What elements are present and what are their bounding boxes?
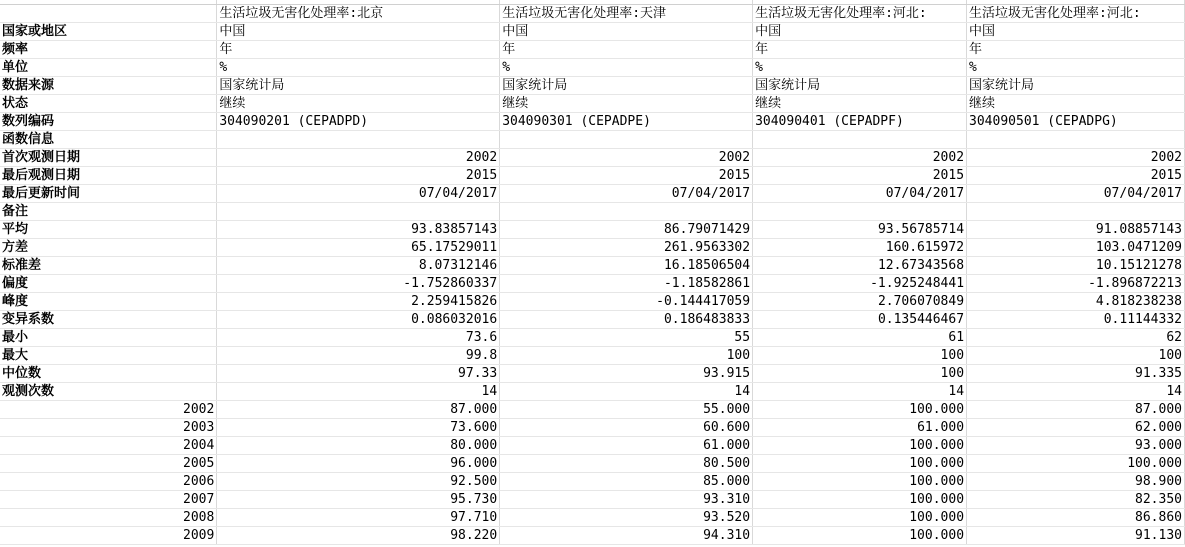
data-cell[interactable]: 2015 xyxy=(967,167,1185,185)
data-cell[interactable]: -1.752860337 xyxy=(217,275,500,293)
data-cell[interactable]: 304090401 (CEPADPF) xyxy=(753,113,967,131)
num_rows-row xyxy=(0,257,1185,275)
meta_rows-row xyxy=(0,113,1185,131)
data-cell[interactable]: 0.135446467 xyxy=(753,311,967,329)
data-cell[interactable]: 87.000 xyxy=(217,401,500,419)
data-cell[interactable]: 93.915 xyxy=(500,365,753,383)
data-cell[interactable]: 07/04/2017 xyxy=(500,185,753,203)
row-label-cell[interactable]: 变异系数 xyxy=(0,311,217,329)
data-cell[interactable]: 62.000 xyxy=(967,419,1185,437)
data-cell[interactable] xyxy=(500,131,753,149)
data-cell[interactable]: 12.67343568 xyxy=(753,257,967,275)
data-cell[interactable]: 2002 xyxy=(967,149,1185,167)
data-cell[interactable]: 96.000 xyxy=(217,455,500,473)
num_rows-row xyxy=(0,275,1185,293)
data-cell[interactable]: 14 xyxy=(967,383,1185,401)
data-cell[interactable]: % xyxy=(753,59,967,77)
row-label-cell[interactable]: 2009 xyxy=(0,527,217,545)
data-cell[interactable] xyxy=(217,131,500,149)
data-cell[interactable]: 93.83857143 xyxy=(217,221,500,239)
data-cell[interactable]: 94.310 xyxy=(500,527,753,545)
row-label-cell[interactable]: 数据来源 xyxy=(0,77,217,95)
num_rows-row xyxy=(0,293,1185,311)
row-label-cell[interactable]: 中位数 xyxy=(0,365,217,383)
data-cell[interactable]: 98.900 xyxy=(967,473,1185,491)
data-cell[interactable]: 2.706070849 xyxy=(753,293,967,311)
row-label-cell[interactable]: 国家或地区 xyxy=(0,23,217,41)
data-cell[interactable]: 73.600 xyxy=(217,419,500,437)
data-cell[interactable]: 2015 xyxy=(217,167,500,185)
data-cell[interactable]: 92.500 xyxy=(217,473,500,491)
row-label-cell[interactable]: 状态 xyxy=(0,95,217,113)
series-header-cell[interactable]: 生活垃圾无害化处理率:天津 xyxy=(500,5,753,23)
data-cell[interactable]: % xyxy=(967,59,1185,77)
data-cell[interactable]: 100.000 xyxy=(753,401,967,419)
data-cell[interactable]: 82.350 xyxy=(967,491,1185,509)
data-cell[interactable]: 2015 xyxy=(753,167,967,185)
data-cell[interactable]: 年 xyxy=(753,41,967,59)
row-label-cell[interactable]: 峰度 xyxy=(0,293,217,311)
row-label-cell[interactable]: 频率 xyxy=(0,41,217,59)
data-cell[interactable]: 97.33 xyxy=(217,365,500,383)
meta_rows-row xyxy=(0,131,1185,149)
data-cell[interactable]: 61 xyxy=(753,329,967,347)
data-cell[interactable]: 100 xyxy=(753,347,967,365)
row-label-cell[interactable]: 2003 xyxy=(0,419,217,437)
row-label-cell[interactable]: 最小 xyxy=(0,329,217,347)
data-cell[interactable]: 304090301 (CEPADPE) xyxy=(500,113,753,131)
num_rows-row xyxy=(0,347,1185,365)
data-cell[interactable]: 100 xyxy=(753,365,967,383)
data-cell[interactable]: 85.000 xyxy=(500,473,753,491)
data-cell[interactable]: 87.000 xyxy=(967,401,1185,419)
data-cell[interactable]: 95.730 xyxy=(217,491,500,509)
data-cell[interactable]: 100.000 xyxy=(753,437,967,455)
data-cell[interactable] xyxy=(967,203,1185,221)
data-cell[interactable]: 73.6 xyxy=(217,329,500,347)
data-cell[interactable]: 14 xyxy=(217,383,500,401)
data-cell[interactable] xyxy=(967,131,1185,149)
data-cell[interactable]: 14 xyxy=(753,383,967,401)
data-cell[interactable]: 80.000 xyxy=(217,437,500,455)
data-cell[interactable]: 0.186483833 xyxy=(500,311,753,329)
data-cell[interactable]: 93.520 xyxy=(500,509,753,527)
data-cell[interactable]: 2.259415826 xyxy=(217,293,500,311)
data-cell[interactable]: 61.000 xyxy=(500,437,753,455)
data-cell[interactable]: 91.335 xyxy=(967,365,1185,383)
row-label-cell[interactable]: 数列编码 xyxy=(0,113,217,131)
data-cell[interactable]: 国家统计局 xyxy=(217,77,500,95)
data-cell[interactable]: 62 xyxy=(967,329,1185,347)
corner-cell[interactable] xyxy=(0,5,217,23)
data-cell[interactable]: 继续 xyxy=(500,95,753,113)
header-row xyxy=(0,5,1185,23)
data-cell[interactable]: 10.15121278 xyxy=(967,257,1185,275)
year_rows-row xyxy=(0,473,1185,491)
data-cell[interactable] xyxy=(217,203,500,221)
row-label-cell[interactable]: 观测次数 xyxy=(0,383,217,401)
data-cell[interactable]: 93.000 xyxy=(967,437,1185,455)
data-cell[interactable]: 86.860 xyxy=(967,509,1185,527)
data-cell[interactable]: 304090201 (CEPADPD) xyxy=(217,113,500,131)
num_rows-row xyxy=(0,221,1185,239)
num_rows-row xyxy=(0,185,1185,203)
year_rows-row xyxy=(0,437,1185,455)
data-cell[interactable]: 261.9563302 xyxy=(500,239,753,257)
row-label-cell[interactable]: 2002 xyxy=(0,401,217,419)
data-cell[interactable]: 4.818238238 xyxy=(967,293,1185,311)
data-cell[interactable]: 97.710 xyxy=(217,509,500,527)
data-cell[interactable] xyxy=(500,203,753,221)
num_rows-row xyxy=(0,149,1185,167)
data-cell[interactable]: 86.79071429 xyxy=(500,221,753,239)
data-cell[interactable]: 98.220 xyxy=(217,527,500,545)
year_rows-row xyxy=(0,401,1185,419)
data-cell[interactable]: 年 xyxy=(500,41,753,59)
meta_rows-row xyxy=(0,95,1185,113)
data-cell[interactable]: % xyxy=(217,59,500,77)
row-label-cell[interactable]: 最后更新时间 xyxy=(0,185,217,203)
data-cell[interactable]: 65.17529011 xyxy=(217,239,500,257)
data-cell[interactable]: 91.130 xyxy=(967,527,1185,545)
data-cell[interactable]: 中国 xyxy=(217,23,500,41)
data-cell[interactable]: 中国 xyxy=(967,23,1185,41)
row-label-cell[interactable]: 2006 xyxy=(0,473,217,491)
data-cell[interactable]: 2002 xyxy=(500,149,753,167)
data-cell[interactable]: 2015 xyxy=(500,167,753,185)
num_rows-row xyxy=(0,329,1185,347)
year_rows-row xyxy=(0,419,1185,437)
data-cell[interactable] xyxy=(753,203,967,221)
row-label-cell[interactable]: 2005 xyxy=(0,455,217,473)
data-cell[interactable]: -0.144417059 xyxy=(500,293,753,311)
data-cell[interactable]: 国家统计局 xyxy=(753,77,967,95)
meta_rows-row xyxy=(0,77,1185,95)
data-cell[interactable]: -1.925248441 xyxy=(753,275,967,293)
data-cell[interactable]: 100 xyxy=(500,347,753,365)
year_rows-row xyxy=(0,509,1185,527)
data-cell[interactable]: 2002 xyxy=(753,149,967,167)
row-label-cell[interactable]: 备注 xyxy=(0,203,217,221)
data-cell[interactable]: 103.0471209 xyxy=(967,239,1185,257)
year_rows-row xyxy=(0,455,1185,473)
data-cell[interactable]: 07/04/2017 xyxy=(967,185,1185,203)
data-cell[interactable]: 14 xyxy=(500,383,753,401)
meta_rows-row xyxy=(0,41,1185,59)
num_rows-row xyxy=(0,239,1185,257)
data-cell[interactable]: 8.07312146 xyxy=(217,257,500,275)
data-cell[interactable]: 中国 xyxy=(500,23,753,41)
data-cell[interactable]: % xyxy=(500,59,753,77)
data-cell[interactable]: 100 xyxy=(967,347,1185,365)
data-cell[interactable]: -1.896872213 xyxy=(967,275,1185,293)
data-cell[interactable]: 100.000 xyxy=(967,455,1185,473)
num_rows-row xyxy=(0,167,1185,185)
data-cell[interactable]: 2002 xyxy=(217,149,500,167)
data-cell[interactable]: 0.11144332 xyxy=(967,311,1185,329)
row-label-cell[interactable]: 最后观测日期 xyxy=(0,167,217,185)
data-cell[interactable]: 55 xyxy=(500,329,753,347)
series-header-cell[interactable]: 生活垃圾无害化处理率:北京 xyxy=(217,5,500,23)
meta_rows-row xyxy=(0,23,1185,41)
row-label-cell[interactable]: 2007 xyxy=(0,491,217,509)
data-cell[interactable]: 年 xyxy=(967,41,1185,59)
data-cell[interactable]: 80.500 xyxy=(500,455,753,473)
row-label-cell[interactable]: 函数信息 xyxy=(0,131,217,149)
data-cell[interactable]: 100.000 xyxy=(753,473,967,491)
data-cell[interactable]: 中国 xyxy=(753,23,967,41)
data-cell[interactable]: 60.600 xyxy=(500,419,753,437)
data-cell[interactable]: 100.000 xyxy=(753,455,967,473)
data-cell[interactable]: 07/04/2017 xyxy=(217,185,500,203)
num_rows-row xyxy=(0,311,1185,329)
row-label-cell[interactable]: 标准差 xyxy=(0,257,217,275)
data-cell[interactable]: 100.000 xyxy=(753,491,967,509)
data-cell[interactable]: 继续 xyxy=(217,95,500,113)
year_rows-row xyxy=(0,527,1185,545)
data-cell[interactable]: 99.8 xyxy=(217,347,500,365)
data-cell[interactable]: 07/04/2017 xyxy=(753,185,967,203)
data-cell[interactable]: -1.18582861 xyxy=(500,275,753,293)
row-label-cell[interactable]: 首次观测日期 xyxy=(0,149,217,167)
data-cell[interactable]: 93.310 xyxy=(500,491,753,509)
year_rows-row xyxy=(0,491,1185,509)
data-cell[interactable]: 100.000 xyxy=(753,527,967,545)
data-cell[interactable]: 61.000 xyxy=(753,419,967,437)
data-cell[interactable]: 继续 xyxy=(967,95,1185,113)
data-cell[interactable]: 304090501 (CEPADPG) xyxy=(967,113,1185,131)
row-label-cell[interactable]: 方差 xyxy=(0,239,217,257)
data-cell[interactable]: 160.615972 xyxy=(753,239,967,257)
data-cell[interactable]: 国家统计局 xyxy=(967,77,1185,95)
row-label-cell[interactable]: 单位 xyxy=(0,59,217,77)
num_rows-row xyxy=(0,203,1185,221)
data-cell[interactable]: 93.56785714 xyxy=(753,221,967,239)
row-label-cell[interactable]: 最大 xyxy=(0,347,217,365)
num_rows-row xyxy=(0,383,1185,401)
data-cell[interactable]: 91.08857143 xyxy=(967,221,1185,239)
data-cell[interactable]: 年 xyxy=(217,41,500,59)
num_rows-row xyxy=(0,365,1185,383)
data-cell[interactable]: 国家统计局 xyxy=(500,77,753,95)
data-cell[interactable]: 100.000 xyxy=(753,509,967,527)
data-cell[interactable]: 继续 xyxy=(753,95,967,113)
row-label-cell[interactable]: 2004 xyxy=(0,437,217,455)
series-header-cell[interactable]: 生活垃圾无害化处理率:河北: xyxy=(753,5,967,23)
row-label-cell[interactable]: 偏度 xyxy=(0,275,217,293)
row-label-cell[interactable]: 平均 xyxy=(0,221,217,239)
meta_rows-row xyxy=(0,59,1185,77)
data-cell[interactable]: 0.086032016 xyxy=(217,311,500,329)
data-cell[interactable] xyxy=(753,131,967,149)
series-header-cell[interactable]: 生活垃圾无害化处理率:河北: xyxy=(967,5,1185,23)
data-cell[interactable]: 16.18506504 xyxy=(500,257,753,275)
row-label-cell[interactable]: 2008 xyxy=(0,509,217,527)
data-cell[interactable]: 55.000 xyxy=(500,401,753,419)
